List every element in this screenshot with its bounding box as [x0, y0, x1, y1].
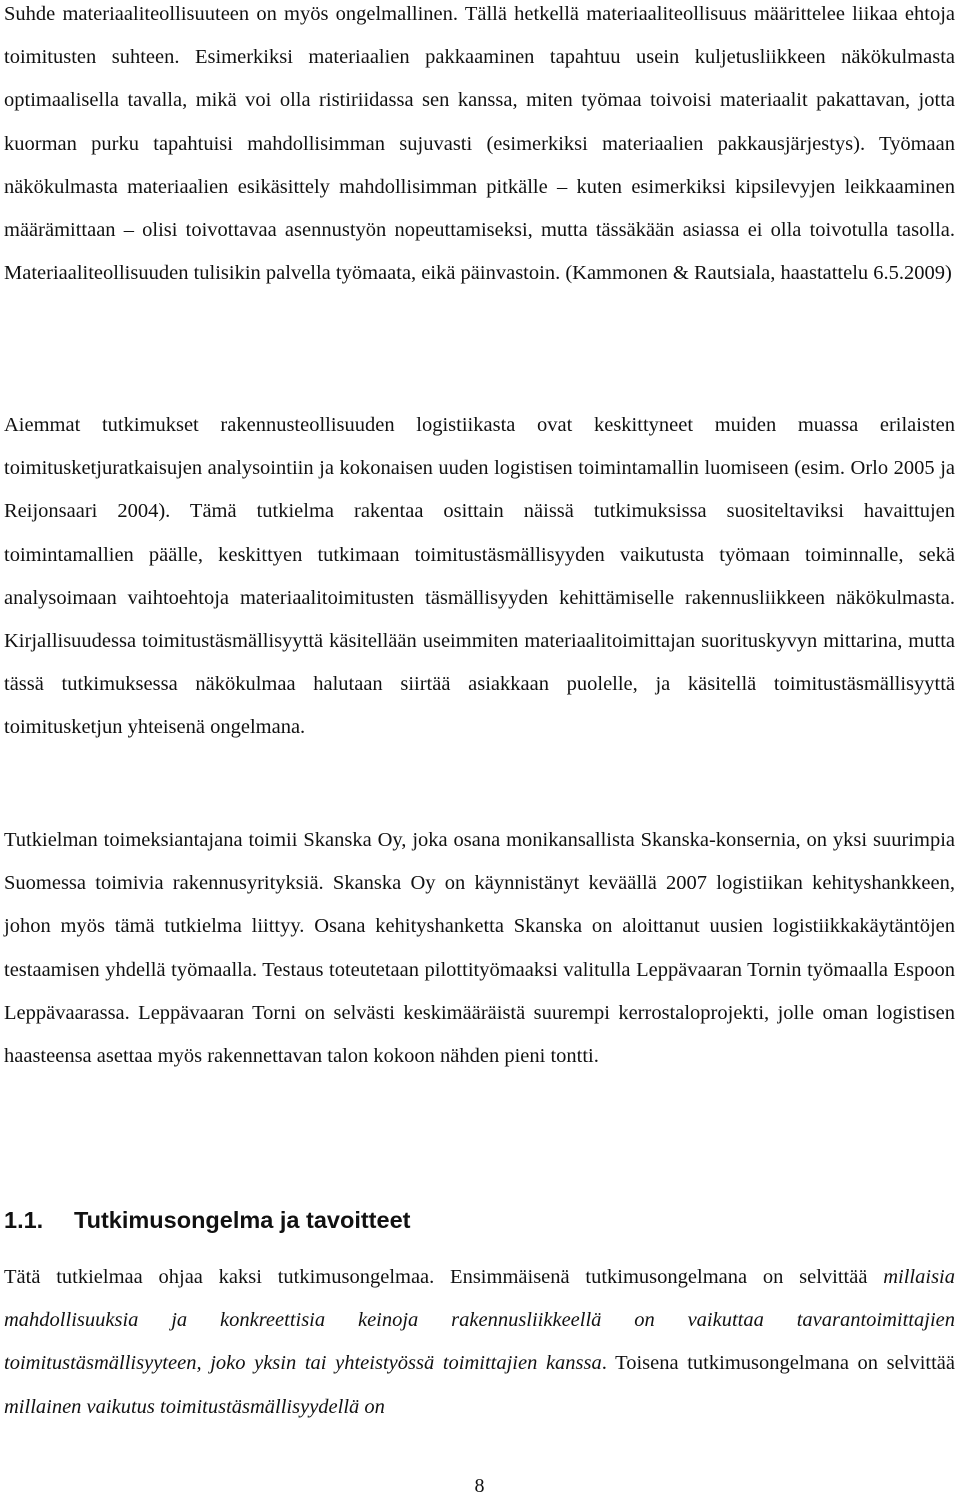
paragraph-intro-text: Tätä tutkielmaa ohjaa kaksi tutkimusongelmaa. Ensimmäisenä tutkimusongelmana on selvittää: [4, 1266, 884, 1288]
body-paragraph: [4, 1256, 955, 1429]
research-question-2: millainen vaikutus toimitustäsmällisyydellä on: [4, 1395, 385, 1418]
paragraph-middle-text: . Toisena tutkimusongelmana on selvittää: [601, 1352, 955, 1375]
page-number: 8: [474, 1475, 485, 1497]
section-number: 1.1.: [4, 1207, 44, 1233]
body-paragraph: Tutkielman toimeksiantajana toimii Skanska Oy, joka osana monikansallista Skanska-konsernia, on yksi suurimpia Suomessa toimivia rakennusyrityksiä. Skanska Oy on käynnistänyt keväällä 2007 logistiikan kehityshankkeen, johon myös tämä tutkielma liittyy. Osana kehityshanketta Skanska on aloittanut uusien logistiikkakäytäntöjen testaamisen yhdellä työmaalla. Testaus toteutetaan pilottityömaaksi valitulla Leppävaaran Tornin työmaalla Espoon Leppävaarassa. Leppävaaran Torni on selvästi keskimääräistä suurempi kerrostaloprojekti, jolle oman logistisen haasteensa asettaa myös rakennettavan talon kokoon nähden pieni tontti.: [4, 829, 955, 1068]
section-title: Tutkimusongelma ja tavoitteet: [74, 1207, 411, 1233]
research-question-1: millaisia mahdollisuuksia ja konkreettisia keinoja rakennusliikkeellä on vaikuttaa tavarantoimittajien toimitustäsmällisyyteen, joko yksin tai yhteistyössä toimittajien kanssa: [4, 1266, 955, 1375]
body-paragraph: Suhde materiaaliteollisuuteen on myös ongelmallinen. Tällä hetkellä materiaaliteollisuus määrittelee liikaa ehtoja toimitusten suhteen. Esimerkiksi materiaalien pakkaaminen tapahtuu usein kuljetusliikkeen näkökulmasta optimaalisella tavalla, mikä voi olla ristiriidassa sen kanssa, miten työmaa toivoisi materiaalit pakattavan, jotta kuorman purku tapahtuisi mahdollisimman sujuvasti (esimerkiksi materiaalien pakkausjärjestys). Työmaan näkökulmasta materiaalien esikäsittely mahdollisimman pitkälle – kuten esimerkiksi kipsilevyjen leikkaaminen määrämittaan – olisi toivottavaa asennustyön nopeuttamiseksi, mutta tässäkään asiassa ei olla toivotulla tasolla. Materiaaliteollisuuden tulisikin palvella työmaata, eikä päinvastoin. (Kammonen & Rautsiala, haastattelu 6.5.2009): [4, 3, 955, 285]
section-heading: [4, 1202, 410, 1238]
body-paragraph: Aiemmat tutkimukset rakennusteollisuuden logistiikasta ovat keskittyneet muiden muassa erilaisten toimitusketjuratkaisujen analysointiin ja kokonaisen uuden logistisen toimintamallin luomiseen (esim. Orlo 2005 ja Reijonsaari 2004). Tämä tutkielma rakentaa osittain näissä tutkimuksissa suositeltaviksi havaittujen toimintamallien päälle, keskittyen tutkimaan toimitustäsmällisyyden vaikutusta työmaan toiminnalle, sekä analysoimaan vaihtoehtoja materiaalitoimitusten täsmällisyyden kehittämiselle rakennusliikkeen näkökulmasta. Kirjallisuudessa toimitustäsmällisyyttä käsitellään useimmiten materiaalitoimittajan suorituskyvyn mittarina, mutta tässä tutkimuksessa näkökulmaa halutaan siirtää asiakkaan puolelle, ja käsitellä toimitustäsmällisyyttä toimitusketjun yhteisenä ongelmana.: [4, 414, 955, 739]
